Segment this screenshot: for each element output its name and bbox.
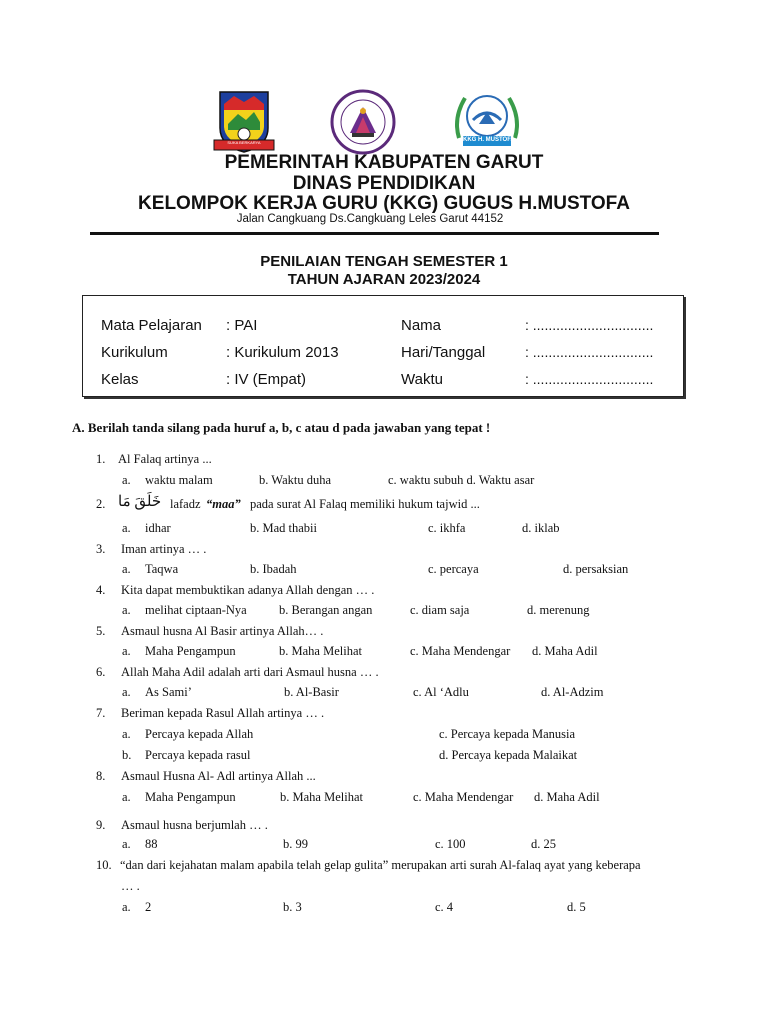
subject-value: : PAI [226,317,258,334]
q5-option-c[interactable]: c. Maha Mendengar [410,644,511,658]
q9-option-d[interactable]: d. 25 [531,837,556,851]
garut-regency-logo [210,88,278,158]
q6-option-c[interactable]: c. Al ‘Adlu [413,685,469,699]
section-a-instruction: A. Berilah tanda silang pada huruf a, b, c atau d pada jawaban yang tepat ! [72,420,491,435]
question-8-number: 8. [96,769,106,783]
question-2-lafadz: lafadz [170,497,201,511]
q8-option-b[interactable]: b. Maha Melihat [280,790,363,804]
time-field[interactable]: : ............................... [525,371,654,387]
question-4-text: Kita dapat membuktikan adanya Allah dengan … . [121,583,375,597]
q7-option-a[interactable]: Percaya kepada Allah [145,727,254,741]
curriculum-value: : Kurikulum 2013 [226,344,339,361]
q5-option-d[interactable]: d. Maha Adil [532,644,598,658]
q3-option-a-letter[interactable]: a. [122,562,131,576]
q2-option-a[interactable]: idhar [145,521,171,535]
exam-title: PENILAIAN TENGAH SEMESTER 1 [260,253,508,270]
name-field[interactable]: : ............................... [525,317,654,333]
q8-option-a-letter[interactable]: a. [122,790,131,804]
q9-option-a[interactable]: 88 [145,837,158,851]
garut-logo-banner: SUKA BERKARYA [227,140,261,145]
curriculum-label: Kurikulum [101,344,168,361]
question-8-text: Asmaul Husna Al- Adl artinya Allah ... [121,769,316,783]
q8-option-d[interactable]: d. Maha Adil [534,790,600,804]
q7-option-b[interactable]: Percaya kepada rasul [145,748,251,762]
question-3-number: 3. [96,542,106,556]
question-1-text: Al Falaq artinya ... [118,452,212,466]
question-2-text: pada surat Al Falaq memiliki hukum tajwid ... [250,497,480,511]
header-address: Jalan Cangkuang Ds.Cangkuang Leles Garut 44152 [236,213,504,225]
q1-option-a[interactable]: waktu malam [145,473,213,487]
q1-option-a-letter[interactable]: a. [122,473,131,487]
subject-label: Mata Pelajaran [101,317,202,334]
q2-option-a-letter[interactable]: a. [122,521,131,535]
q1-option-b[interactable]: b. Waktu duha [259,473,332,487]
question-7-number: 7. [96,706,106,720]
time-label: Waktu [401,371,443,388]
exam-year: TAHUN AJARAN 2023/2024 [287,271,481,288]
q2-option-b[interactable]: b. Mad thabii [250,521,318,535]
header-group: KELOMPOK KERJA GURU (KKG) GUGUS H.MUSTOFA [138,193,630,214]
kkg-logo-banner: KKG H. MUSTOFA [463,137,515,143]
question-6-number: 6. [96,665,106,679]
q5-option-b[interactable]: b. Maha Melihat [279,644,362,658]
q9-option-a-letter[interactable]: a. [122,837,131,851]
question-9-number: 9. [96,818,106,832]
q2-option-c[interactable]: c. ikhfa [428,521,466,535]
q4-option-c[interactable]: c. diam saja [410,603,470,617]
header-department: DINAS PENDIDIKAN [292,173,476,194]
question-5-number: 5. [96,624,106,638]
question-4-number: 4. [96,583,106,597]
question-10-number: 10. [96,858,112,872]
header-government: PEMERINTAH KABUPATEN GARUT [224,152,544,173]
school-seal-logo [330,89,396,155]
q5-option-a[interactable]: Maha Pengampun [145,644,236,658]
class-value: : IV (Empat) [226,371,307,388]
kkg-laurel-logo [449,88,525,154]
q3-option-b[interactable]: b. Ibadah [250,562,297,576]
question-10-text-continued: … . [121,879,140,893]
class-label: Kelas [101,371,139,388]
q7-option-d[interactable]: d. Percaya kepada Malaikat [439,748,578,762]
q10-option-d[interactable]: d. 5 [567,900,586,914]
q6-option-a[interactable]: As Sami’ [145,685,192,699]
header-divider [90,232,659,235]
question-10-text: “dan dari kejahatan malam apabila telah gelap gulita” merupakan arti surah Al-falaq ayat yang keberapa [120,858,641,872]
question-1-number: 1. [96,452,106,466]
question-7-text: Beriman kepada Rasul Allah artinya … . [121,706,325,720]
q6-option-d[interactable]: d. Al-Adzim [541,685,604,699]
question-2-emphasis: “maa” [206,497,241,511]
q5-option-a-letter[interactable]: a. [122,644,131,658]
q10-option-b[interactable]: b. 3 [283,900,302,914]
q4-option-b[interactable]: b. Berangan angan [279,603,373,617]
question-5-text: Asmaul husna Al Basir artinya Allah… . [121,624,324,638]
date-field[interactable]: : ............................... [525,344,654,360]
q6-option-b[interactable]: b. Al-Basir [284,685,339,699]
q7-option-c[interactable]: c. Percaya kepada Manusia [439,727,576,741]
date-label: Hari/Tanggal [401,344,486,361]
q10-option-a-letter[interactable]: a. [122,900,131,914]
q10-option-c[interactable]: c. 4 [435,900,454,914]
q9-option-c[interactable]: c. 100 [435,837,466,851]
q4-option-a[interactable]: melihat ciptaan-Nya [145,603,247,617]
question-3-text: Iman artinya … . [121,542,207,556]
question-2-arabic: خَلَقَ مَا [118,494,162,510]
q4-option-d[interactable]: d. merenung [527,603,590,617]
question-9-text: Asmaul husna berjumlah … . [121,818,268,832]
q4-option-a-letter[interactable]: a. [122,603,131,617]
q8-option-a[interactable]: Maha Pengampun [145,790,236,804]
question-6-text: Allah Maha Adil adalah arti dari Asmaul husna … . [121,665,379,679]
q3-option-c[interactable]: c. percaya [428,562,479,576]
q7-option-b-letter[interactable]: b. [122,748,132,762]
q10-option-a[interactable]: 2 [145,900,152,914]
q8-option-c[interactable]: c. Maha Mendengar [413,790,514,804]
q7-option-a-letter[interactable]: a. [122,727,131,741]
q3-option-d[interactable]: d. persaksian [563,562,629,576]
question-2-number: 2. [96,497,106,511]
q6-option-a-letter[interactable]: a. [122,685,131,699]
q9-option-b[interactable]: b. 99 [283,837,308,851]
q1-option-cd[interactable]: c. waktu subuh d. Waktu asar [388,473,535,487]
name-label: Nama [401,317,442,334]
q2-option-d[interactable]: d. iklab [522,521,560,535]
q3-option-a[interactable]: Taqwa [145,562,179,576]
